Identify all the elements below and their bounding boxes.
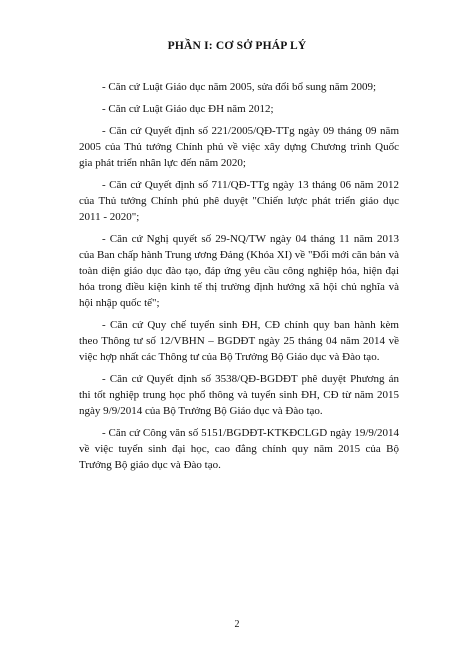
- legal-basis-item: - Căn cứ Luật Giáo dục ĐH năm 2012;: [102, 103, 274, 115]
- legal-basis-item: - Căn cứ Luật Giáo dục năm 2005, sửa đổi bổ sung năm 2009;: [102, 81, 377, 93]
- page-number: 2: [234, 619, 240, 630]
- legal-basis-item: - Căn cứ Nghị quyết số 29-NQ/TW ngày 04 tháng 11 năm 2013 của Ban chấp hành Trung ương Đảng (Khóa XI) về "Đổi mới căn bản và toàn diện giáo dục đào tạo, đáp ứng yêu cầu công nghiệp hóa, hiện đại hóa trong điều kiện kinh tế thị trường định hướng xã hội chủ nghĩa và hội nhập quốc tế";: [79, 233, 399, 309]
- legal-basis-list: [79, 79, 399, 479]
- legal-basis-item: - Căn cứ Quy chế tuyển sinh ĐH, CĐ chính quy ban hành kèm theo Thông tư số 12/VBHN – BGDĐT ngày 25 tháng 04 năm 2014 về việc hợp nhất các Thông tư của Bộ Trưởng Bộ Giáo dục và Đào tạo.: [79, 319, 399, 363]
- legal-basis-item: - Căn cứ Công văn số 5151/BGDĐT-KTKĐCLGD ngày 19/9/2014 về việc tuyển sinh đại học, cao đẳng chính quy năm 2015 của Bộ Trưởng Bộ giáo dục và Đào tạo.: [79, 427, 399, 471]
- section-heading: PHẦN I: CƠ SỞ PHÁP LÝ: [167, 40, 307, 52]
- legal-basis-item: - Căn cứ Quyết định số 3538/QĐ-BGDĐT phê duyệt Phương án thi tốt nghiệp trung học phổ thông và tuyển sinh ĐH, CĐ từ năm 2015 ngày 9/9/2014 của Bộ Trưởng Bộ Giáo dục và Đào tạo.: [79, 373, 399, 417]
- legal-basis-item: - Căn cứ Quyết định số 221/2005/QĐ-TTg ngày 09 tháng 09 năm 2005 của Thủ tướng Chính phủ về việc xây dựng Chương trình Quốc gia phát triển nhân lực đến năm 2020;: [79, 125, 399, 169]
- legal-basis-item: - Căn cứ Quyết định số 711/QĐ-TTg ngày 13 tháng 06 năm 2012 của Thủ tướng Chính phủ phê duyệt "Chiến lược phát triển giáo dục 2011 - 2020";: [79, 179, 399, 223]
